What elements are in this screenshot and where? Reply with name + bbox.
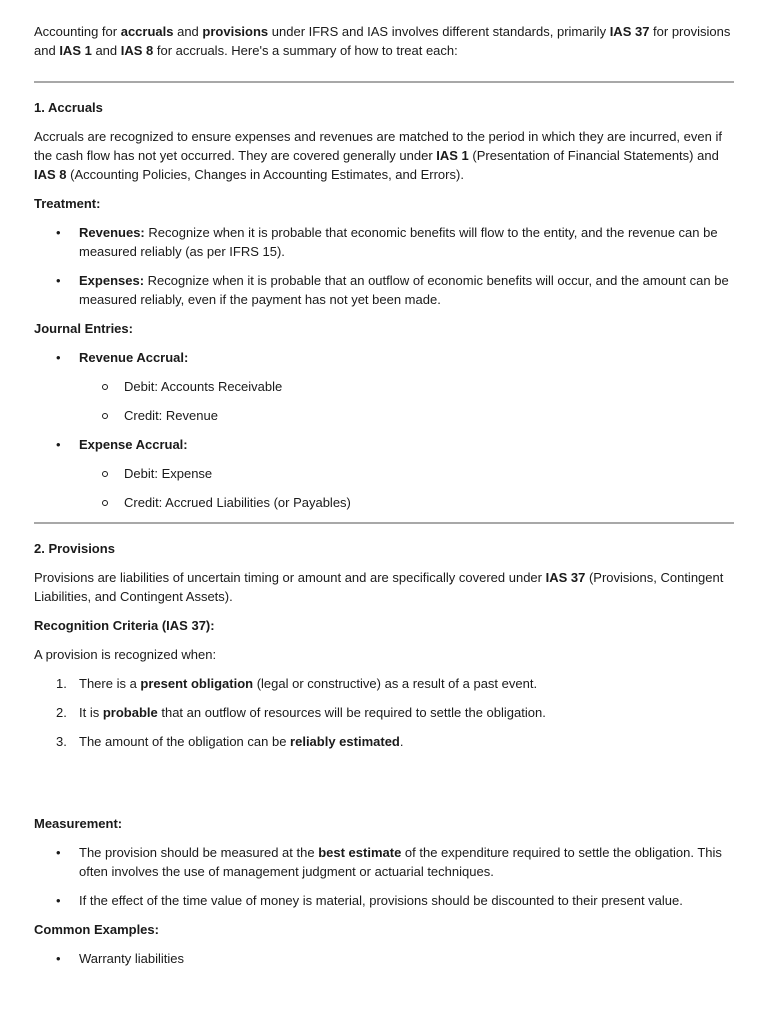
item-number: 1. [56, 676, 67, 691]
term-ias37: IAS 37 [545, 570, 586, 585]
intro-term-ias8: IAS 8 [120, 43, 154, 58]
term-ias1: IAS 1 [436, 148, 469, 163]
section-divider [34, 81, 734, 83]
section-title-provisions: 2. Provisions [34, 541, 115, 556]
treatment-list [34, 223, 734, 309]
item-text: It is [79, 705, 103, 720]
item-emphasis: present obligation [140, 676, 254, 691]
intro-text: for provisions and [34, 24, 731, 58]
treatment-label: Treatment: [34, 196, 101, 211]
item-number: 3. [56, 734, 67, 749]
item-text: that an outflow of resources will be required to settle the obligation. [157, 705, 546, 720]
numbered-item [34, 732, 734, 751]
list-item-label: Expense Accrual: [79, 437, 188, 452]
journal-entries-label: Journal Entries: [34, 321, 133, 336]
sub-list-item: Credit: Revenue [79, 406, 734, 425]
sub-list-item: Debit: Expense [79, 464, 734, 483]
sub-list-item: Credit: Accrued Liabilities (or Payables) [79, 493, 734, 512]
intro-term-ias1: IAS 1 [59, 43, 92, 58]
list-item-text: of the expenditure required to settle the obligation. This often involves the use of management judgment or actuarial techniques. [79, 845, 722, 879]
intro-text: Accounting for [34, 24, 121, 39]
recognition-criteria-label: Recognition Criteria (IAS 37): [34, 618, 215, 633]
paragraph-text: (Presentation of Financial Statements) and [468, 148, 719, 163]
paragraph-text: Accruals are recognized to ensure expenses and revenues are matched to the period in which they are incurred, even if the cash flow has not yet occurred. They are covered generally under [34, 129, 722, 163]
item-number: 2. [56, 705, 67, 720]
item-text: (legal or constructive) as a result of a past event. [253, 676, 538, 691]
intro-term-provisions: provisions [202, 24, 269, 39]
list-item [34, 223, 734, 261]
item-text: . [399, 734, 404, 749]
list-item-label: Revenues: [79, 225, 145, 240]
measurement-label: Measurement: [34, 816, 123, 831]
intro-term-ias37: IAS 37 [609, 24, 650, 39]
provisions-paragraph [34, 568, 734, 606]
sub-list [79, 464, 734, 512]
paragraph-text: Provisions are liabilities of uncertain timing or amount and are specifically covered under [34, 570, 546, 585]
intro-text: and [173, 24, 203, 39]
list-item-label: Revenue Accrual: [79, 350, 189, 365]
sub-list [79, 377, 734, 425]
intro-term-accruals: accruals [120, 24, 174, 39]
list-item [34, 348, 734, 425]
document-body [34, 22, 734, 978]
section-title-accruals: 1. Accruals [34, 100, 103, 115]
list-item [34, 891, 734, 910]
intro-text: for accruals. Here's a summary of how to treat each: [153, 43, 458, 58]
list-item-text: The provision should be measured at the [79, 845, 319, 860]
list-item-text: Recognize when it is probable that an outflow of economic benefits will occur, and the amount can be measured reliably, even if the payment has not yet been made. [79, 273, 729, 307]
list-item-text: Recognize when it is probable that economic benefits will flow to the entity, and the revenue can be measured reliably (as per IFRS 15). [79, 225, 718, 259]
journal-entries-list [34, 348, 734, 512]
numbered-item [34, 674, 734, 693]
list-item-emphasis: best estimate [318, 845, 402, 860]
measurement-list [34, 843, 734, 910]
sub-list-item: Debit: Accounts Receivable [79, 377, 734, 396]
term-ias8: IAS 8 [34, 167, 67, 182]
list-item-label: Expenses: [79, 273, 145, 288]
examples-list [34, 949, 734, 968]
section-divider [34, 522, 734, 524]
list-item [34, 843, 734, 881]
list-item: • Warranty liabilities [34, 949, 734, 968]
criteria-list [34, 674, 734, 751]
item-emphasis: reliably estimated [290, 734, 400, 749]
numbered-item [34, 703, 734, 722]
list-item-text: If the effect of the time value of money is material, provisions should be discounted to their present value. [79, 893, 683, 908]
list-item [34, 435, 734, 512]
common-examples-label: Common Examples: [34, 922, 159, 937]
intro-paragraph [34, 22, 734, 60]
list-item [34, 271, 734, 309]
paragraph-text: (Provisions, Contingent Liabilities, and Contingent Assets). [34, 570, 724, 604]
criteria-intro: A provision is recognized when: [34, 647, 217, 662]
intro-text: and [91, 43, 121, 58]
accruals-paragraph [34, 127, 734, 184]
paragraph-text: (Accounting Policies, Changes in Accounting Estimates, and Errors). [66, 167, 464, 182]
item-emphasis: probable [102, 705, 158, 720]
intro-text: under IFRS and IAS involves different standards, primarily [268, 24, 610, 39]
blank-space [34, 761, 734, 814]
item-text: There is a [79, 676, 141, 691]
item-text: The amount of the obligation can be [79, 734, 291, 749]
